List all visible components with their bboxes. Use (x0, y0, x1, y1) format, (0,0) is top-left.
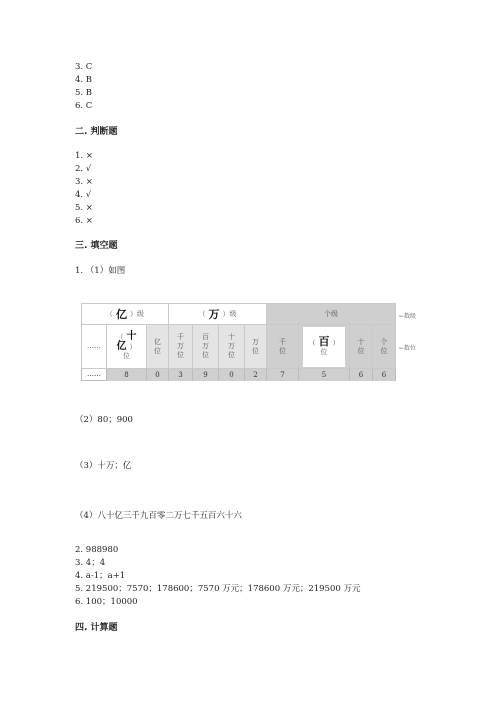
digit-cell (193, 369, 219, 381)
q4-answer: 4. a-1；a+1 (75, 571, 126, 581)
section-title-calc: 四. 计算题 (75, 623, 118, 633)
digit: 7 (280, 370, 285, 379)
q1-part2: （2）80；900 (75, 415, 133, 425)
digit: 0 (155, 370, 160, 379)
digit-cell (350, 369, 373, 381)
answer-line: 3. C (75, 62, 93, 72)
answer-line: 2. √ (75, 164, 92, 174)
baiwei-box (303, 327, 345, 367)
qianwei-cell (267, 325, 299, 369)
section-title-judgment: 二. 判断题 (75, 127, 118, 137)
dots: …… (87, 342, 101, 350)
q2-answer: 2. 988980 (75, 545, 119, 555)
baiwan-label: 百万位 (202, 333, 209, 359)
shiwan-cell (219, 325, 245, 369)
digit-dots (81, 369, 107, 381)
paren-close: ）级 (130, 309, 144, 318)
yiwei-cell (147, 325, 169, 369)
digit-cell (299, 369, 350, 381)
wanwei-cell (245, 325, 267, 369)
qianwei-label: 千位 (279, 337, 286, 355)
digit: 3 (178, 370, 183, 379)
gewei-label: 个位 (380, 337, 388, 355)
gewei-cell (373, 325, 396, 369)
paren-open: （ (106, 309, 113, 318)
label-shuwei: ←数位 (399, 345, 417, 352)
digit-cell (373, 369, 396, 381)
group-yi-label: 亿 (116, 307, 127, 321)
qianwan-cell (169, 325, 193, 369)
paren-close: ） (332, 338, 340, 347)
dots-cell (81, 325, 107, 369)
group-wan (169, 303, 267, 325)
answer-line: 5. × (75, 203, 93, 213)
digit-cell (267, 369, 299, 381)
paren-close: ） (129, 343, 137, 351)
digit: 2 (253, 370, 258, 379)
section-title-fill: 三. 填空题 (75, 241, 118, 251)
group-wan-label: 万 (208, 307, 220, 321)
shiwei-cell (350, 325, 373, 369)
shiyi-cell (107, 325, 147, 369)
wanwei-label: 万位 (252, 337, 259, 355)
paren-open: （ (116, 333, 124, 341)
q3-answer: 3. 4；4 (75, 558, 106, 568)
digit-cell (107, 369, 147, 381)
group-ge (267, 303, 396, 325)
shiwan-label: 十万位 (228, 333, 235, 359)
wei-text: 位 (123, 352, 130, 360)
q6-answer: 6. 100；10000 (75, 597, 138, 607)
place-value-table (81, 303, 396, 381)
answer-line: 4. B (75, 75, 93, 85)
digit-cell (147, 369, 169, 381)
digit-cell (169, 369, 193, 381)
digit: 0 (229, 370, 234, 379)
group-yi (81, 303, 169, 325)
digit: 6 (381, 370, 387, 379)
yiwei-label: 亿位 (154, 337, 161, 355)
paren-open: （ (308, 338, 316, 347)
baiwei-cell (299, 325, 350, 369)
qianwan-label: 千万位 (177, 333, 184, 359)
q1-intro: 1. （1）如图 (75, 266, 126, 276)
q5-answer: 5. 219500；7570；178600；7570 万元；178600 万元；219500 万元 (75, 584, 361, 594)
wei-text: 位 (320, 347, 328, 356)
answer-line: 4. √ (75, 190, 92, 200)
q1-part4: （4）八十亿三千九百零二万七千五百六十六 (75, 511, 242, 521)
answer-line: 1. × (75, 151, 93, 161)
answer-line: 3. × (75, 177, 93, 187)
digit: 5 (321, 370, 327, 379)
digit: 9 (203, 370, 208, 379)
baiwan-cell (193, 325, 219, 369)
digit: 8 (124, 370, 129, 379)
paren-open: （ (198, 309, 206, 318)
bai-label: 百 (318, 334, 330, 348)
shiyi-label: 十亿 (116, 331, 137, 352)
digit: 6 (358, 370, 364, 379)
answer-line: 6. × (75, 216, 93, 226)
digit-cell (245, 369, 267, 381)
group-ge-label: 个级 (324, 309, 338, 318)
answer-line: 6. C (75, 101, 93, 111)
dots: …… (87, 370, 101, 378)
label-shuji: ←数级 (399, 313, 417, 320)
q1-part3: （3）十万；亿 (75, 461, 132, 471)
paren-close: ）级 (222, 309, 237, 318)
digit-cell (219, 369, 245, 381)
shiwei-label: 十位 (357, 337, 365, 355)
answer-line: 5. B (75, 88, 93, 98)
